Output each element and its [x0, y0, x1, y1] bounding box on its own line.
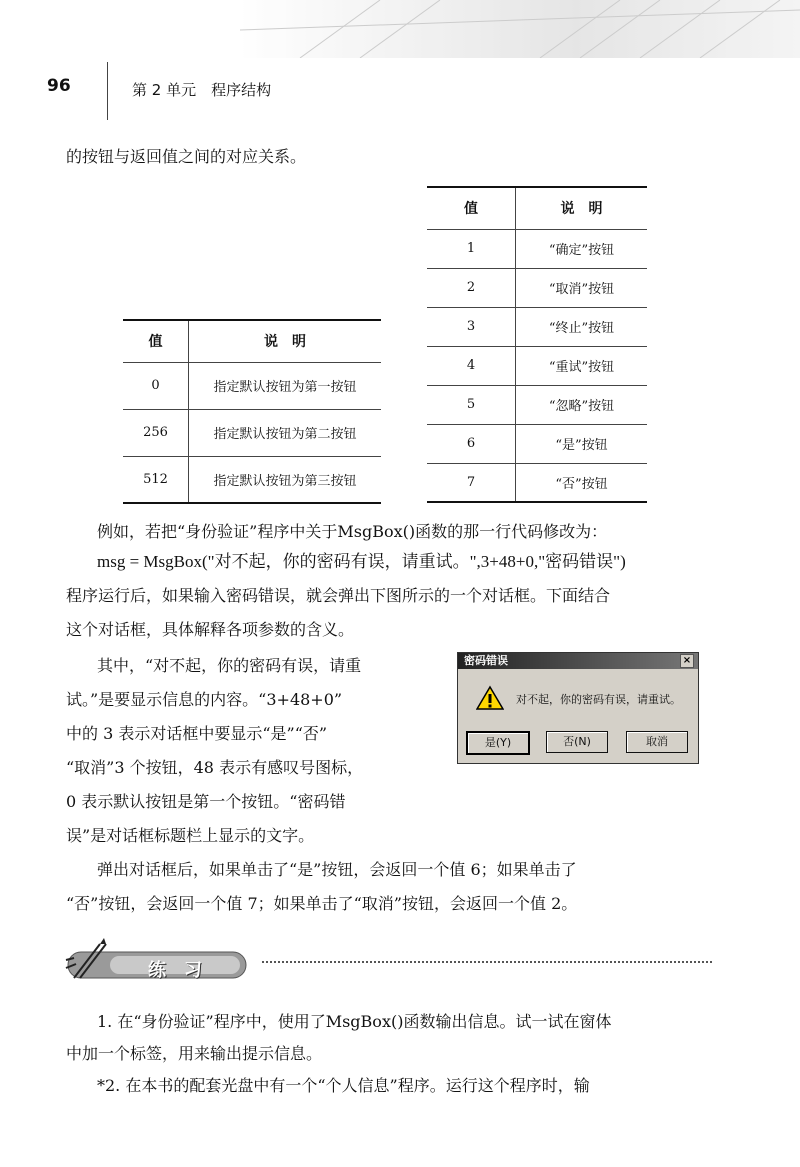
password-error-dialog	[457, 652, 699, 764]
page-number: 96	[47, 76, 71, 96]
table-row	[123, 456, 381, 503]
table-cell: “否”按钮	[516, 463, 648, 502]
explain-line: 误”是对话框标题栏上显示的文字。	[66, 826, 315, 845]
table-cell: 256	[123, 409, 189, 456]
table-cell: 指定默认按钮为第三按钮	[189, 456, 382, 503]
return-line: 弹出对话框后，如果单击了“是”按钮，会返回一个值 6；如果单击了	[97, 860, 577, 879]
warning-icon	[476, 685, 504, 711]
return-line: “否”按钮，会返回一个值 7；如果单击了“取消”按钮，会返回一个值 2。	[66, 894, 578, 913]
exercise-question: *2. 在本书的配套光盘中有一个“个人信息”程序。运行这个程序时，输	[97, 1076, 590, 1095]
table-cell: 512	[123, 456, 189, 503]
exercise-banner	[60, 938, 250, 982]
running-title: 第 2 单元 程序结构	[132, 81, 272, 99]
body-line: 程序运行后，如果输入密码错误，就会弹出下图所示的一个对话框。下面结合	[66, 586, 611, 605]
table-cell: 1	[427, 229, 516, 268]
table-cell: “忽略”按钮	[516, 385, 648, 424]
table-cell: 3	[427, 307, 516, 346]
table-cell: 指定默认按钮为第一按钮	[189, 362, 382, 409]
intro-line: 的按钮与返回值之间的对应关系。	[66, 147, 307, 166]
header-decoration	[240, 0, 800, 58]
table-cell: “取消”按钮	[516, 268, 648, 307]
table-cell: “是”按钮	[516, 424, 648, 463]
exercise-question: 中加一个标签，用来输出提示信息。	[66, 1044, 323, 1063]
exercise-question: 1. 在“身份验证”程序中，使用了MsgBox()函数输出信息。试一试在窗体	[97, 1012, 612, 1031]
table-row	[427, 307, 647, 346]
example-paragraph: 例如，若把“身份验证”程序中关于MsgBox()函数的那一行代码修改为：	[97, 522, 608, 541]
cancel-button[interactable]: 取消	[626, 731, 688, 753]
body-line: 这个对话框，具体解释各项参数的含义。	[66, 620, 355, 639]
dialog-message: 对不起，你的密码有误，请重试。	[516, 693, 681, 706]
yes-button[interactable]: 是(Y)	[466, 731, 530, 755]
keyboard-pattern-graphic	[240, 0, 800, 58]
code-line: msg = MsgBox("对不起，你的密码有误，请重试。",3+48+0,"密码错误")	[97, 552, 626, 571]
table-header: 值	[427, 187, 516, 229]
explain-line: 中的 3 表示对话框中要显示“是”“否”	[66, 724, 328, 743]
table-row	[123, 362, 381, 409]
table-cell: “重试”按钮	[516, 346, 648, 385]
return-value-table	[427, 186, 647, 503]
table-row	[427, 268, 647, 307]
table-cell: “终止”按钮	[516, 307, 648, 346]
header-divider	[107, 62, 108, 120]
table-cell: 0	[123, 362, 189, 409]
table-cell: 2	[427, 268, 516, 307]
table-row	[427, 385, 647, 424]
no-button[interactable]: 否(N)	[546, 731, 608, 753]
table-header: 说 明	[516, 187, 648, 229]
default-button-table	[123, 319, 381, 504]
table-row	[427, 229, 647, 268]
table-header: 说 明	[189, 320, 382, 362]
table-cell: 4	[427, 346, 516, 385]
explain-line: 其中，“对不起，你的密码有误，请重	[97, 656, 362, 675]
table-cell: “确定”按钮	[516, 229, 648, 268]
table-row	[427, 463, 647, 502]
table-cell: 指定默认按钮为第二按钮	[189, 409, 382, 456]
table-header: 值	[123, 320, 189, 362]
explain-line: 试。”是要显示信息的内容。“3+48+0”	[66, 690, 343, 709]
explain-line: 0 表示默认按钮是第一个按钮。“密码错	[66, 792, 346, 811]
table-cell: 6	[427, 424, 516, 463]
table-row	[427, 424, 647, 463]
dotted-divider	[262, 961, 712, 963]
exercise-label: 练 习	[148, 960, 202, 981]
table-row	[427, 346, 647, 385]
table-row	[123, 409, 381, 456]
dialog-titlebar	[458, 653, 698, 669]
close-icon[interactable]: ×	[680, 654, 694, 668]
table-cell: 5	[427, 385, 516, 424]
explain-line: “取消”3 个按钮，48 表示有感叹号图标，	[66, 758, 364, 777]
dialog-title: 密码错误	[464, 654, 508, 667]
table-cell: 7	[427, 463, 516, 502]
